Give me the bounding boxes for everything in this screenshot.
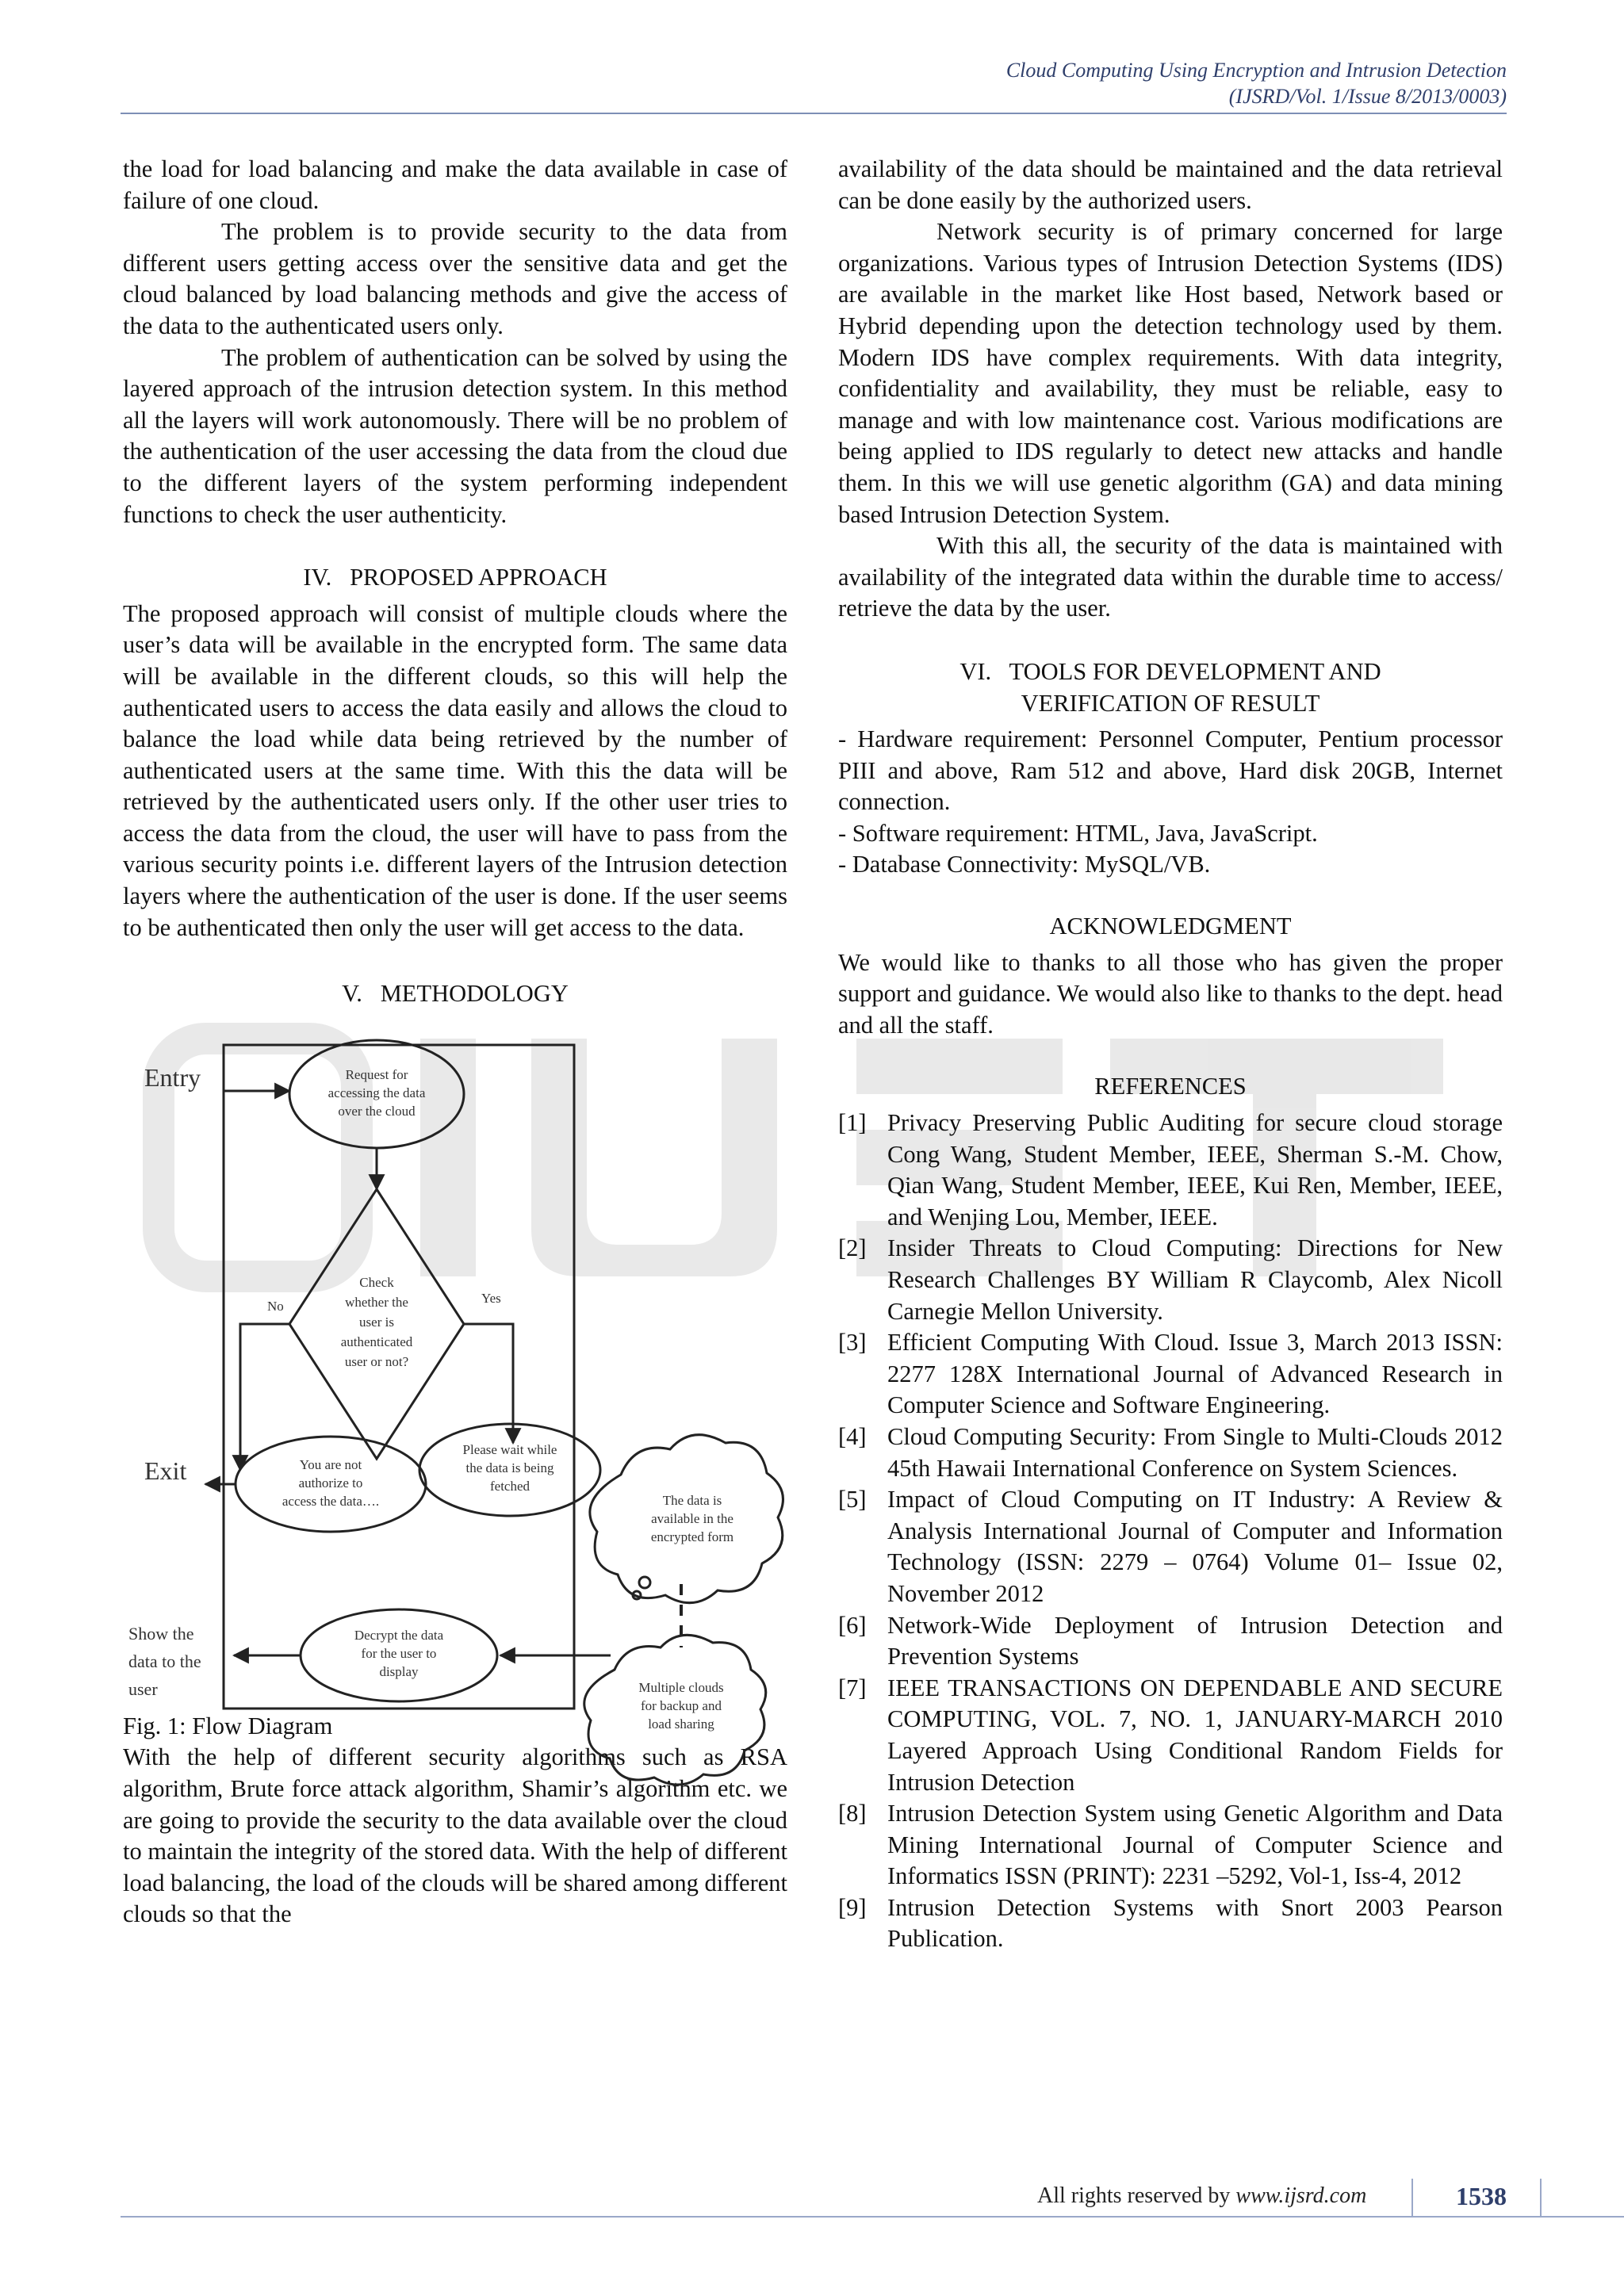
check-text-2: whether the (345, 1294, 408, 1310)
reference-list (838, 1108, 1503, 1955)
reference-text: Intrusion Detection Systems with Snort 2003 Pearson Publication. (887, 1893, 1503, 1953)
reference-item (838, 1673, 1503, 1798)
clouds-text-2: for backup and (641, 1697, 722, 1713)
check-text-4: authenticated (340, 1334, 413, 1349)
left-paragraph-2: The problem is to provide security to the data from different users getting access over the sensitive data and get the cloud balanced by load balancing methods and give the access of the data to the authenticated users only. (123, 218, 787, 339)
decrypt-text-3: display (379, 1663, 419, 1679)
reference-item (838, 1327, 1503, 1422)
request-text-1: Request for (345, 1066, 408, 1082)
wait-text-1: Please wait while (462, 1441, 557, 1457)
tools-heading-line-2: VERIFICATION OF RESULT (1021, 689, 1320, 717)
decrypt-text-2: for the user to (361, 1645, 437, 1661)
not-auth-text-2: authorize to (298, 1475, 363, 1490)
right-column (838, 154, 1503, 1955)
clouds-text-3: load sharing (648, 1716, 714, 1732)
encrypted-text-2: available in the (651, 1510, 733, 1526)
right-paragraph-1: availability of the data should be maintained and the data retrieval can be done easily by the authorized users. (838, 155, 1503, 214)
clouds-text-1: Multiple clouds (638, 1679, 724, 1695)
reference-text: Insider Threats to Cloud Computing: Directions for New Research Challenges BY William R Claycomb, Alex Nicoll Carnegie Mellon University. (887, 1234, 1503, 1325)
figure-caption: Fig. 1: Flow Diagram (123, 1712, 333, 1739)
reference-item (838, 1484, 1503, 1609)
not-auth-text-3: access the data…. (282, 1493, 380, 1509)
database-connectivity: - Database Connectivity: MySQL/VB. (838, 851, 1211, 878)
request-text-3: over the cloud (338, 1103, 416, 1119)
request-text-2: accessing the data (327, 1085, 426, 1100)
page-number: 1538 (1456, 2182, 1507, 2210)
reference-text: Impact of Cloud Computing on IT Industry: A Review & Analysis International Journal of Computer and Information Technology (ISSN: 2279 – 0764) Volume 01– Issue 02, November 2012 (887, 1486, 1503, 1607)
reference-number: [6] (838, 1611, 867, 1639)
reference-item (838, 1798, 1503, 1892)
reference-text: IEEE TRANSACTIONS ON DEPENDABLE AND SECURE COMPUTING, VOL. 7, NO. 1, JANUARY-MARCH 2010 Layered Approach Using Conditional Random Fields for Intrusion Detection (887, 1674, 1503, 1796)
check-text-5: user or not? (344, 1353, 409, 1369)
encrypted-text-3: encrypted form (650, 1529, 734, 1544)
left-paragraph-3: The problem of authentication can be solved by using the layered approach of the intrusion detection system. In this method all the layers will work autonomously. There will be no problem of the authentication of the user accessing the data from the cloud due to the different layers of the system performing independent functions to check the user authenticity. (123, 343, 787, 528)
yes-label: Yes (481, 1290, 501, 1306)
reference-text: Privacy Preserving Public Auditing for secure cloud storage Cong Wang, Student Member, IEEE, Sherman S.-M. Chow, Qian Wang, Student Member, IEEE, Kui Ren, Member, IEEE, and Wenjing Lou, Member, IEEE. (887, 1109, 1503, 1230)
show-data-label-2: data to the (128, 1651, 201, 1671)
reference-text: Network-Wide Deployment of Intrusion Detection and Prevention Systems (887, 1611, 1503, 1670)
reference-item (838, 1422, 1503, 1484)
section-heading-methodology: V. METHODOLOGY (342, 980, 569, 1008)
reference-number: [8] (838, 1800, 867, 1827)
section-heading-tools (838, 656, 1503, 719)
right-paragraph-3: With this all, the security of the data is maintained with availability of the integrated data within the durable time to access/ retrieve the data by the user. (838, 532, 1503, 622)
no-label: No (267, 1298, 284, 1314)
section-heading-references: REFERENCES (1094, 1073, 1247, 1100)
reference-number: [3] (838, 1329, 867, 1357)
left-paragraph-4: The proposed approach will consist of multiple clouds where the user’s data will be available in the encrypted form. The same data will be available in the different clouds, so this will help the authenticated users to access the data easily and allows the cloud to balance the load while data being retrieved by the number of authenticated users at the same time. With this the data will be retrieved by the authenticated users only. If the other user tries to access the data from the cloud, the user will have to pass from the various security points i.e. different layers of the Intrusion detection layers where the authentication of the user is done. If the user seems to be authenticated then only the user will get access to the data. (123, 599, 787, 941)
reference-number: [4] (838, 1422, 867, 1450)
footer-box-left-border (1411, 2179, 1413, 2217)
decrypt-text-1: Decrypt the data (354, 1627, 444, 1643)
acknowledgment-text: We would like to thanks to all those who has given the proper support and guidance. We would also like to thanks to the dept. head and all the staff. (838, 948, 1503, 1039)
show-data-label-1: Show the (128, 1623, 194, 1644)
wait-text-2: the data is being (465, 1460, 554, 1475)
encrypted-cloud-bubble-1 (639, 1577, 650, 1588)
header-rule (121, 113, 1507, 114)
check-text-1: Check (359, 1274, 394, 1290)
reference-text: Cloud Computing Security: From Single to Multi-Clouds 2012 45th Hawaii International Conference on System Sciences. (887, 1422, 1503, 1482)
software-requirement: - Software requirement: HTML, Java, JavaScript. (838, 819, 1318, 847)
section-heading-acknowledgment: ACKNOWLEDGMENT (1049, 913, 1292, 940)
header-citation: (IJSRD/Vol. 1/Issue 8/2013/0003) (1228, 85, 1507, 108)
reference-number: [1] (838, 1109, 867, 1137)
reference-item (838, 1233, 1503, 1327)
footer-rights-text: All rights reserved by (1037, 2183, 1231, 2208)
reference-text: Efficient Computing With Cloud. Issue 3, March 2013 ISSN: 2277 128X International Journal of Advanced Research in Computer Science and Software Engineering. (887, 1329, 1503, 1419)
reference-item (838, 1892, 1503, 1955)
footer-box-right-border (1540, 2179, 1542, 2217)
reference-number: [9] (838, 1893, 867, 1921)
left-paragraph-5: With the help of different security algorithms such as RSA algorithm, Brute force attack algorithm, Shamir’s algorithm etc. we are going to provide the security to the data available over the cloud to maintain the integrity of the stored data. With the help of different load balancing, the load of the clouds will be shared among different clouds so that the (123, 1743, 787, 1928)
left-column (123, 154, 787, 1931)
exit-label: Exit (144, 1456, 187, 1485)
reference-text: Intrusion Detection System using Genetic Algorithm and Data Mining International Journal of Computer Science and Informatics ISSN (PRINT): 2231 –5292, Vol-1, Iss-4, 2012 (887, 1800, 1503, 1890)
reference-number: [5] (838, 1486, 867, 1513)
footer-rule (121, 2216, 1624, 2218)
reference-item (838, 1610, 1503, 1673)
right-paragraph-2: Network security is of primary concerned for large organizations. Various types of Intrusion Detection Systems (IDS) are available in the market like Host based, Network based or Hybrid depending upon the detection technology used by them. Modern IDS have complex requirements. With data integrity, confidentiality and availability, they must be reliable, easy to manage and with low maintenance cost. Various modifications are being applied to IDS regularly to detect new attacks and handle them. In this we will use genetic algorithm (GA) and data mining based Intrusion Detection System. (838, 218, 1503, 528)
footer-site-link[interactable]: www.ijsrd.com (1235, 2183, 1367, 2208)
wait-text-3: fetched (489, 1478, 530, 1494)
not-auth-text-1: You are not (299, 1456, 362, 1472)
entry-label: Entry (144, 1062, 201, 1092)
show-data-label-3: user (128, 1678, 158, 1699)
reference-number: [7] (838, 1674, 867, 1701)
reference-item (838, 1108, 1503, 1233)
hardware-requirement: - Hardware requirement: Personnel Computer, Pentium processor PIII and above, Ram 512 and above, Hard disk 20GB, Internet connection. (838, 725, 1503, 816)
tools-heading-line-1: VI. TOOLS FOR DEVELOPMENT AND (959, 657, 1381, 685)
left-paragraph-1: the load for load balancing and make the data available in case of failure of one cloud. (123, 155, 787, 214)
footer-rights (1037, 2183, 1366, 2209)
reference-number: [2] (838, 1234, 867, 1262)
header-title: Cloud Computing Using Encryption and Intrusion Detection (1005, 59, 1507, 82)
check-text-3: user is (359, 1314, 394, 1330)
running-header (1006, 57, 1507, 109)
no-branch-arrow (240, 1324, 289, 1470)
section-heading-proposed-approach: IV. PROPOSED APPROACH (303, 564, 607, 591)
encrypted-text-1: The data is (662, 1492, 722, 1508)
